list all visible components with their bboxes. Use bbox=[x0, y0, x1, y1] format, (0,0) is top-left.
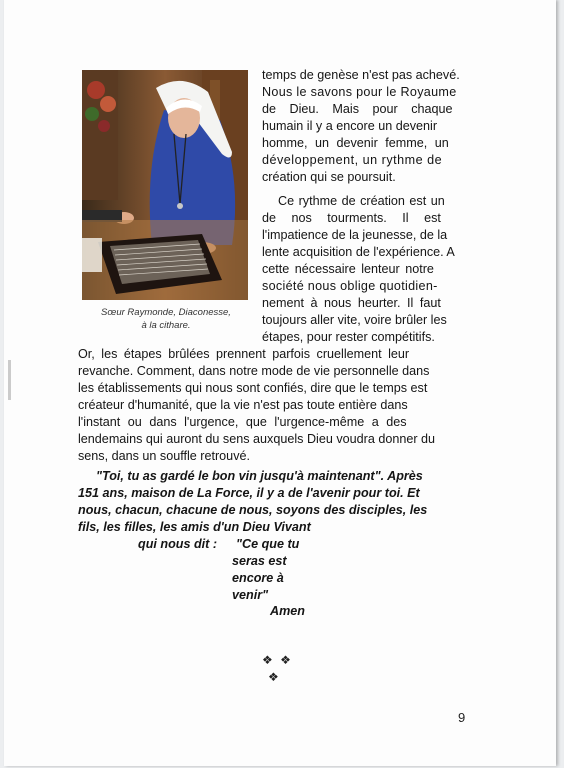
paragraph-line: Or, les étapes brûlées prennent parfois cruellement leur bbox=[78, 347, 410, 361]
caption-line: à la cithare. bbox=[141, 320, 191, 331]
ornament-top: ❖ ❖ bbox=[262, 653, 293, 667]
ornament-bottom: ❖ bbox=[268, 670, 281, 684]
inner-quote-line: seras est bbox=[232, 554, 287, 568]
quote-line: fils, les filles, les amis d'un Dieu Vivant bbox=[78, 520, 311, 534]
quote-line: 151 ans, maison de La Force, il y a de l'avenir pour toi. Et bbox=[78, 486, 420, 500]
document-page bbox=[4, 0, 556, 766]
paragraph-line: toujours aller vite, voire brûler les bbox=[262, 313, 447, 327]
inner-quote-line: venir" bbox=[232, 588, 269, 602]
paragraph-line: temps de genèse n'est pas achevé. bbox=[262, 68, 460, 82]
paragraph-line: étapes, pour rester compétitifs. bbox=[262, 330, 435, 344]
paragraph-line: lente acquisition de l'expérience. A bbox=[262, 245, 455, 259]
paragraph-line: les établissements qui nous sont confiés, dire que le temps est bbox=[78, 381, 428, 395]
photo-nun-playing-zither bbox=[82, 70, 248, 300]
paragraph-line: l'impatience de la jeunesse, de la bbox=[262, 228, 448, 242]
paragraph-line: revanche. Comment, dans notre mode de vie personnelle dans bbox=[78, 364, 430, 378]
paragraph-line: Nous le savons pour le Royaume bbox=[262, 85, 457, 99]
quote-line: "Toi, tu as gardé le bon vin jusqu'à maintenant". Après bbox=[96, 469, 423, 483]
inner-quote-line: encore à bbox=[232, 571, 284, 585]
paragraph-line: créateur d'humanité, que la vie n'est pas toute entière dans bbox=[78, 398, 408, 412]
page-number: 9 bbox=[458, 710, 466, 725]
paragraph-line: sens, dans un souffle retrouvé. bbox=[78, 449, 250, 463]
photo-caption bbox=[76, 306, 256, 332]
paragraph-line: de Dieu. Mais pour chaque bbox=[262, 102, 453, 116]
paragraph-line: société nous oblige quotidien- bbox=[262, 279, 438, 293]
binding-mark bbox=[8, 360, 11, 400]
paragraph-line: lendemains qui auront du sens auxquels Dieu voudra donner du bbox=[78, 432, 436, 446]
paragraph-line: homme, un devenir femme, un bbox=[262, 136, 449, 150]
inner-quote-line: "Ce que tu bbox=[236, 537, 300, 551]
quote-line: nous, chacun, chacune de nous, soyons des disciples, les bbox=[78, 503, 428, 517]
paragraph-line: l'instant ou dans l'urgence, que l'urgence-même a des bbox=[78, 415, 407, 429]
paragraph-line: Ce rythme de création est un bbox=[278, 194, 445, 208]
amen: Amen bbox=[270, 604, 305, 618]
paragraph-line: nement à nous heurter. Il faut bbox=[262, 296, 441, 310]
paragraph-line: création qui se poursuit. bbox=[262, 170, 396, 184]
paragraph-line: cette nécessaire lenteur notre bbox=[262, 262, 434, 276]
paragraph-line: développement, un rythme de bbox=[262, 153, 443, 167]
caption-line: Sœur Raymonde, Diaconesse, bbox=[101, 307, 231, 318]
quote-line: qui nous dit : bbox=[138, 537, 218, 551]
paragraph-line: humain il y a encore un devenir bbox=[262, 119, 438, 133]
paragraph-line: de nos tourments. Il est bbox=[262, 211, 441, 225]
